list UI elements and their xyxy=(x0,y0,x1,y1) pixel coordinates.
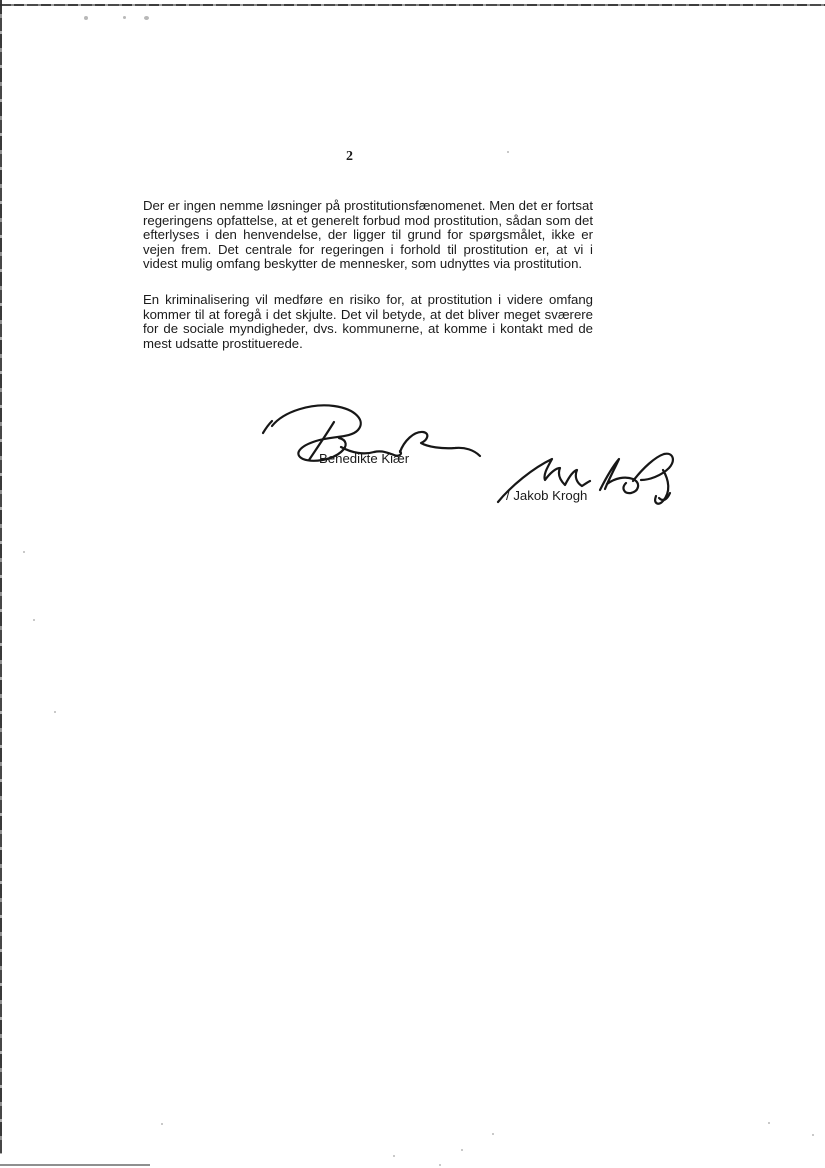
text-line: En kriminalisering vil medføre en risiko for, at prostitution i videre omfang xyxy=(143,292,593,307)
scan-speck xyxy=(84,16,88,20)
paragraph-1 xyxy=(143,199,593,272)
scan-speck xyxy=(23,551,25,553)
scan-speck xyxy=(123,16,126,19)
scan-edge-bottom-line xyxy=(0,1164,150,1166)
scan-speck xyxy=(812,1134,814,1136)
scan-speck xyxy=(144,16,149,20)
scan-edge-left-line xyxy=(0,0,2,1154)
scan-speck xyxy=(461,1149,463,1151)
scan-edge-top-line xyxy=(0,4,825,6)
scan-speck xyxy=(492,1133,494,1135)
text-line: videst mulig omfang beskytter de mennesker, som udnyttes via prostitution. xyxy=(143,256,583,272)
page-number: 2 xyxy=(346,149,353,164)
scan-speck xyxy=(507,151,509,153)
text-line: efterlyses i den henvendelse, der ligger til grund for spørgsmålet, ikke er xyxy=(143,227,593,243)
scan-speck xyxy=(439,1164,441,1166)
benedikte-signature-name: Benedikte Kiær xyxy=(319,451,410,466)
text-line: kommer til at foregå i det skjulte. Det vil betyde, at det bliver meget sværere xyxy=(143,306,593,322)
scan-speck xyxy=(33,619,35,621)
scan-speck xyxy=(54,711,56,713)
text-line: mest udsatte prostituerede. xyxy=(143,335,303,351)
text-line: regeringens opfattelse, at et generelt forbud mod prostitution, sådan som det xyxy=(143,212,593,228)
scan-speck xyxy=(393,1155,395,1157)
scan-speck xyxy=(768,1122,770,1124)
scan-speck xyxy=(161,1123,163,1125)
jakob-krogh-signature-name: / Jakob Krogh xyxy=(506,488,588,503)
paragraph-2 xyxy=(143,293,593,351)
text-line: Der er ingen nemme løsninger på prostitutionsfænomenet. Men det er fortsat xyxy=(143,198,593,213)
text-line: for de sociale myndigheder, dvs. kommunerne, at komme i kontakt med de xyxy=(143,321,593,337)
text-line: vejen frem. Det centrale for regeringen i forhold til prostitution er, at vi i xyxy=(143,241,593,257)
